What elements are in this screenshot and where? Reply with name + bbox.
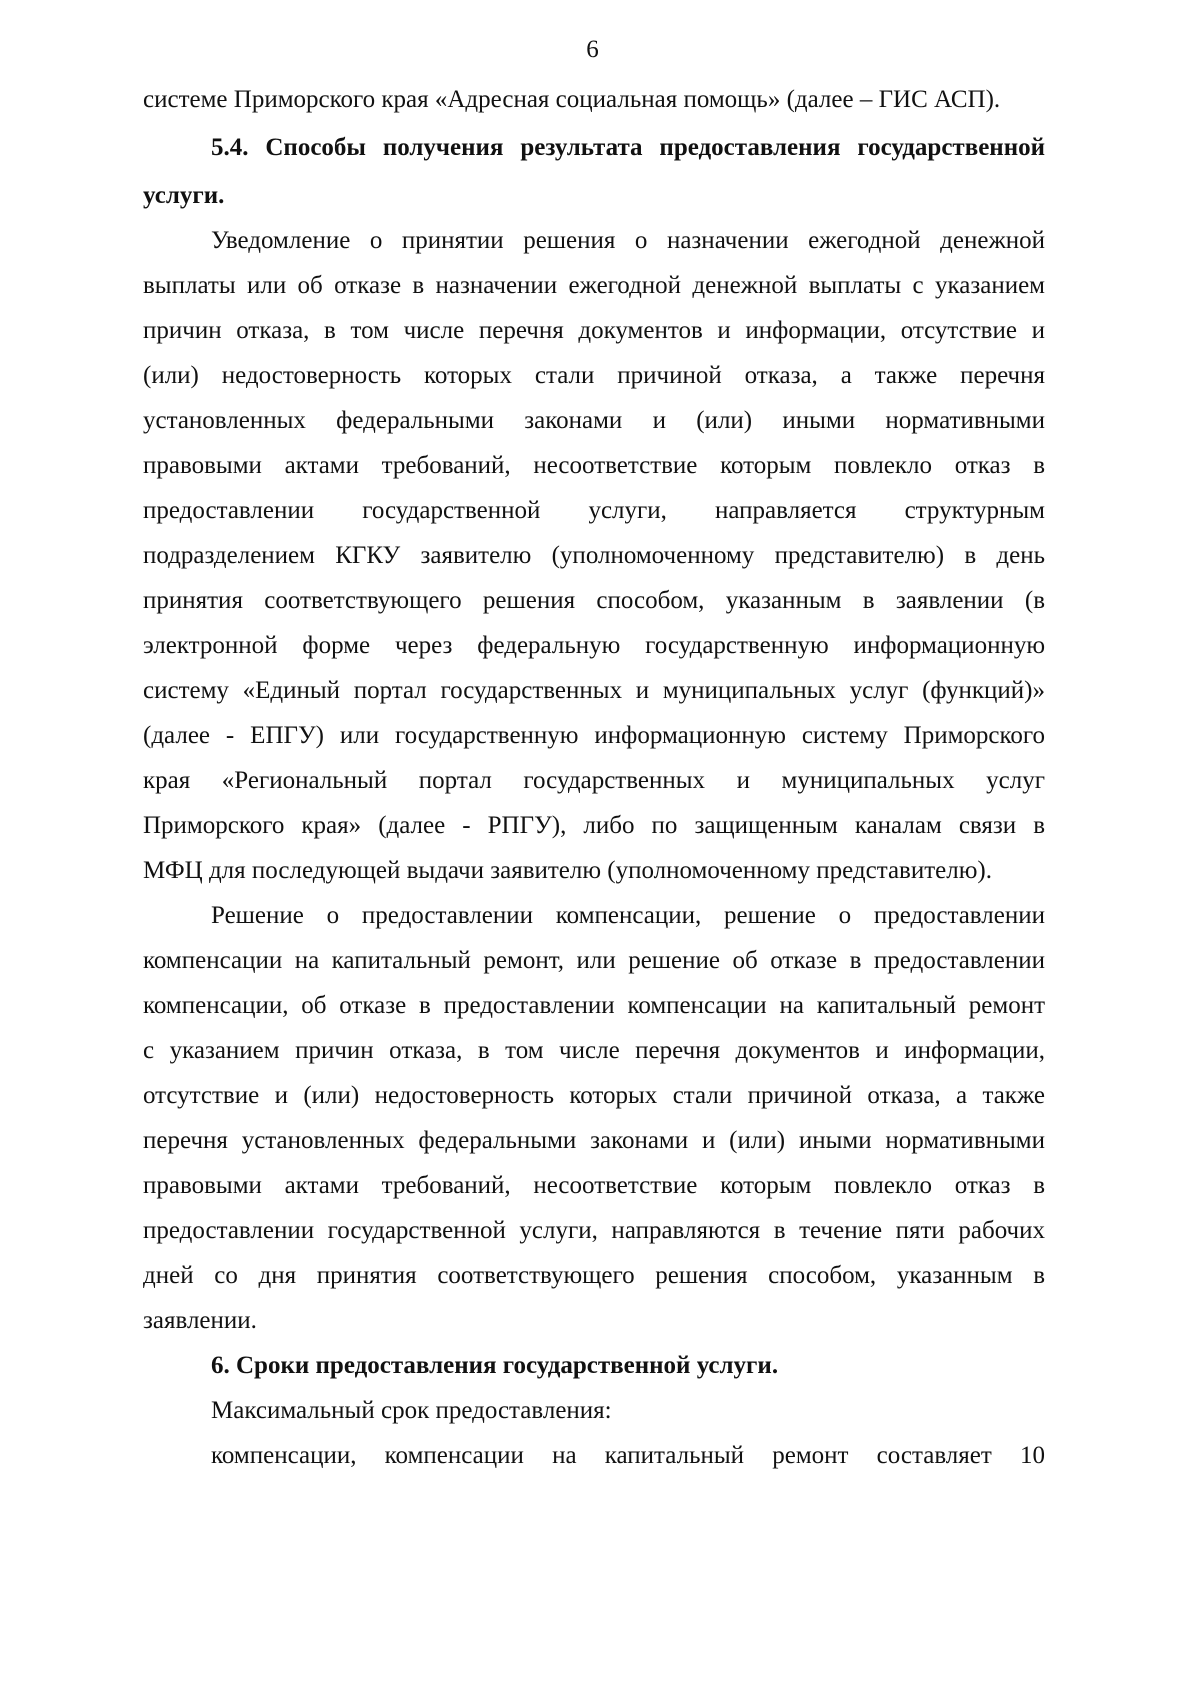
paragraph-line: Приморского края» (далее - РПГУ), либо по защищенным каналам связи в: [143, 812, 1045, 839]
paragraph-line: подразделением КГКУ заявителю (уполномоченному представителю) в день: [143, 542, 1045, 569]
paragraph-line: правовыми актами требований, несоответствие которым повлекло отказ в: [143, 452, 1045, 479]
paragraph-line: перечня установленных федеральными законами и (или) иными нормативными: [143, 1127, 1045, 1154]
paragraph-line: компенсации, об отказе в предоставлении компенсации на капитальный ремонт: [143, 992, 1045, 1019]
paragraph-line: выплаты или об отказе в назначении ежегодной денежной выплаты с указанием: [143, 272, 1045, 299]
paragraph-line: Решение о предоставлении компенсации, решение о предоставлении: [211, 902, 1045, 929]
paragraph-line: принятия соответствующего решения способом, указанным в заявлении (в: [143, 587, 1045, 614]
paragraph-line: установленных федеральными законами и (или) иными нормативными: [143, 407, 1045, 434]
paragraph-line: Уведомление о принятии решения о назначении ежегодной денежной: [211, 227, 1045, 254]
paragraph-line: (или) недостоверность которых стали причиной отказа, а также перечня: [143, 362, 1045, 389]
paragraph-line: компенсации, компенсации на капитальный ремонт составляет 10: [211, 1442, 1045, 1469]
paragraph-line: отсутствие и (или) недостоверность которых стали причиной отказа, а также: [143, 1082, 1045, 1109]
paragraph-line: МФЦ для последующей выдачи заявителю (уполномоченному представителю).: [143, 857, 992, 884]
paragraph-line: предоставлении государственной услуги, направляются в течение пяти рабочих: [143, 1217, 1045, 1244]
paragraph-line: с указанием причин отказа, в том числе перечня документов и информации,: [143, 1037, 1045, 1064]
paragraph-line: Максимальный срок предоставления:: [211, 1397, 612, 1424]
section-heading-line: 6. Сроки предоставления государственной услуги.: [211, 1352, 779, 1379]
paragraph-line: заявлении.: [143, 1307, 257, 1334]
paragraph-line: системе Приморского края «Адресная социальная помощь» (далее – ГИС АСП).: [143, 86, 1001, 113]
paragraph-line: (далее - ЕПГУ) или государственную информационную систему Приморского: [143, 722, 1045, 749]
paragraph-line: систему «Единый портал государственных и муниципальных услуг (функций)»: [143, 677, 1045, 704]
section-heading-line: 5.4. Способы получения результата предоставления государственной: [211, 134, 1045, 161]
paragraph-line: электронной форме через федеральную государственную информационную: [143, 632, 1045, 659]
paragraph-line: правовыми актами требований, несоответствие которым повлекло отказ в: [143, 1172, 1045, 1199]
paragraph-line: компенсации на капитальный ремонт, или решение об отказе в предоставлении: [143, 947, 1045, 974]
paragraph-line: причин отказа, в том числе перечня документов и информации, отсутствие и: [143, 317, 1045, 344]
section-heading-line: услуги.: [143, 182, 225, 209]
page-number: 6: [586, 36, 599, 63]
paragraph-line: дней со дня принятия соответствующего решения способом, указанным в: [143, 1262, 1045, 1289]
paragraph-line: предоставлении государственной услуги, направляется структурным: [143, 497, 1045, 524]
paragraph-line: края «Региональный портал государственных и муниципальных услуг: [143, 767, 1045, 794]
